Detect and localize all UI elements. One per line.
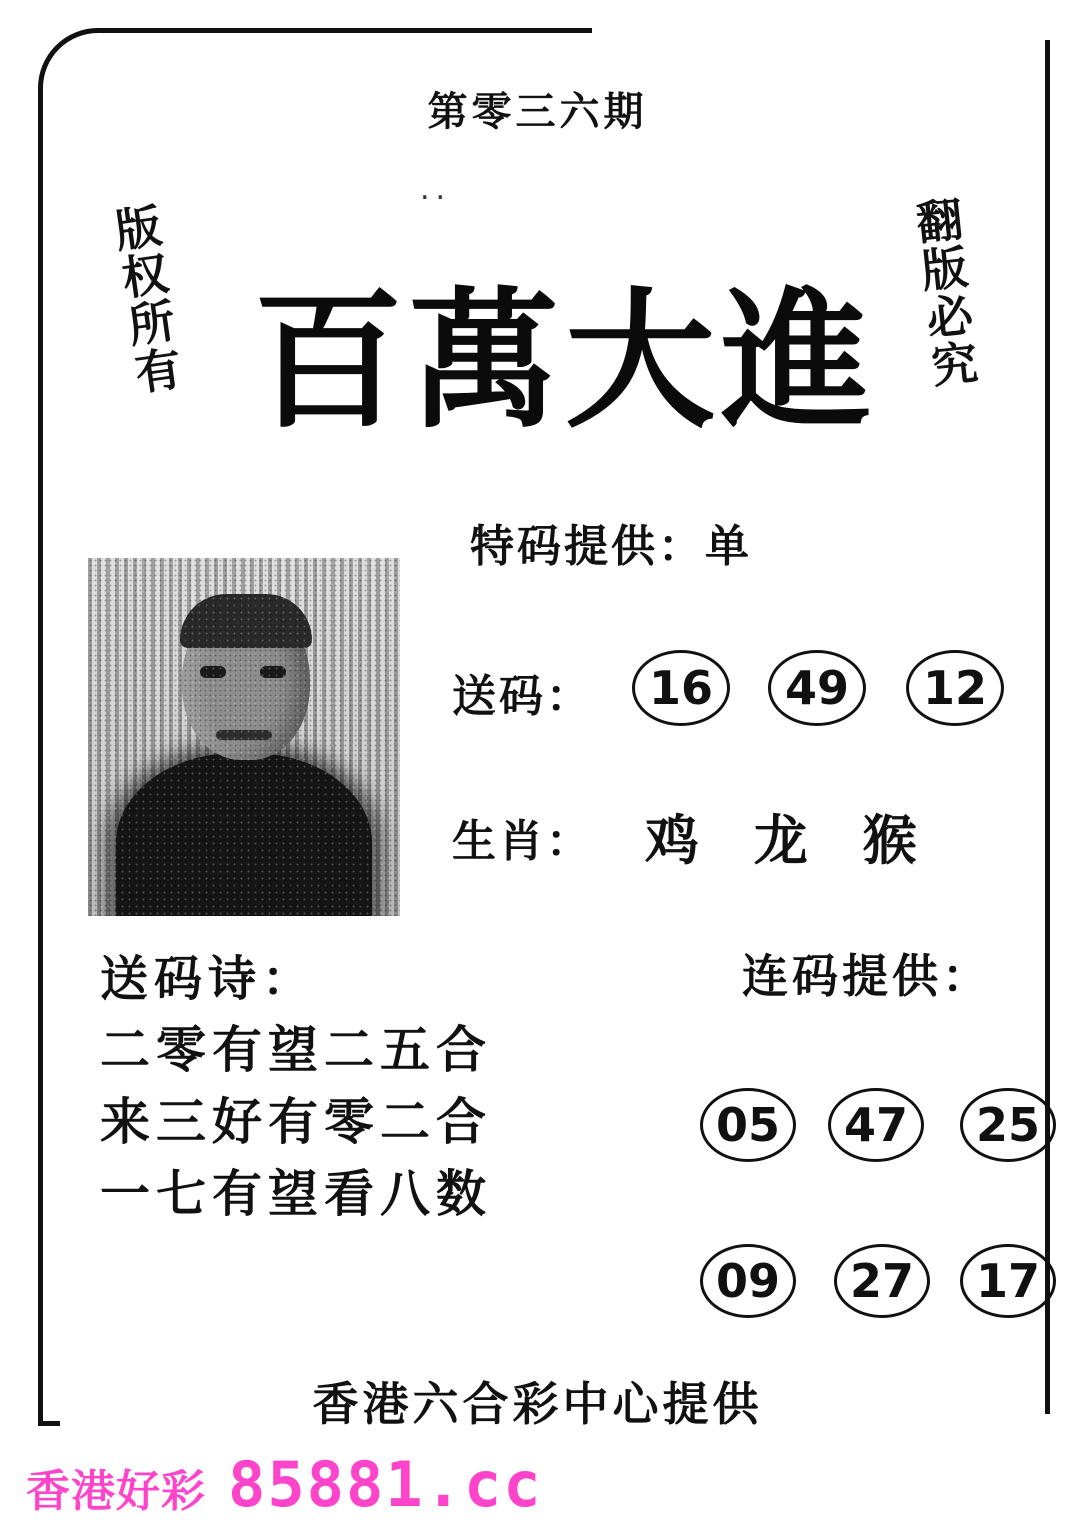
- zodiac-values: 鸡 龙 猴: [645, 809, 935, 872]
- lian-ball-3: 25: [960, 1088, 1056, 1162]
- decorative-dots: ..: [420, 172, 452, 207]
- photo-grain-overlay: [88, 558, 400, 916]
- lian-ball-4: 09: [700, 1244, 796, 1318]
- issue-number: 第零三六期: [427, 89, 648, 135]
- watermark-site: 85881.cc: [228, 1448, 543, 1520]
- lian-ball-5: 27: [834, 1244, 930, 1318]
- poem-line-3: 一七有望看八数: [100, 1165, 492, 1223]
- poem-line-2: 来三好有零二合: [100, 1093, 492, 1151]
- footer-source: 香港六合彩中心提供: [312, 1377, 763, 1431]
- poem-line-1: 二零有望二五合: [100, 1021, 492, 1079]
- portrait-photo: [88, 558, 400, 916]
- send-ball-1: 16: [632, 650, 730, 726]
- send-ball-3: 12: [906, 650, 1004, 726]
- zodiac-label: 生肖：: [452, 816, 593, 867]
- lian-ball-1: 05: [700, 1088, 796, 1162]
- watermark-text: 香港好彩: [26, 1466, 206, 1517]
- lian-ball-6: 17: [960, 1244, 1056, 1318]
- copyright-right-vertical: 翻版必究: [907, 194, 982, 392]
- poem-title: 送码诗：: [100, 951, 317, 1007]
- lian-code-title: 连码提供：: [742, 949, 992, 1003]
- border-gap-right: [1040, 22, 1062, 40]
- special-code-line: 特码提供：单: [470, 521, 752, 572]
- copyright-left-vertical: 版权所有: [105, 200, 186, 399]
- send-ball-2: 49: [768, 650, 866, 726]
- watermark: [26, 1448, 543, 1520]
- send-code-label: 送码：: [452, 671, 593, 722]
- lian-ball-2: 47: [828, 1088, 924, 1162]
- page-title: 百萬大進: [252, 273, 877, 449]
- border-gap-top-right: [592, 16, 1062, 36]
